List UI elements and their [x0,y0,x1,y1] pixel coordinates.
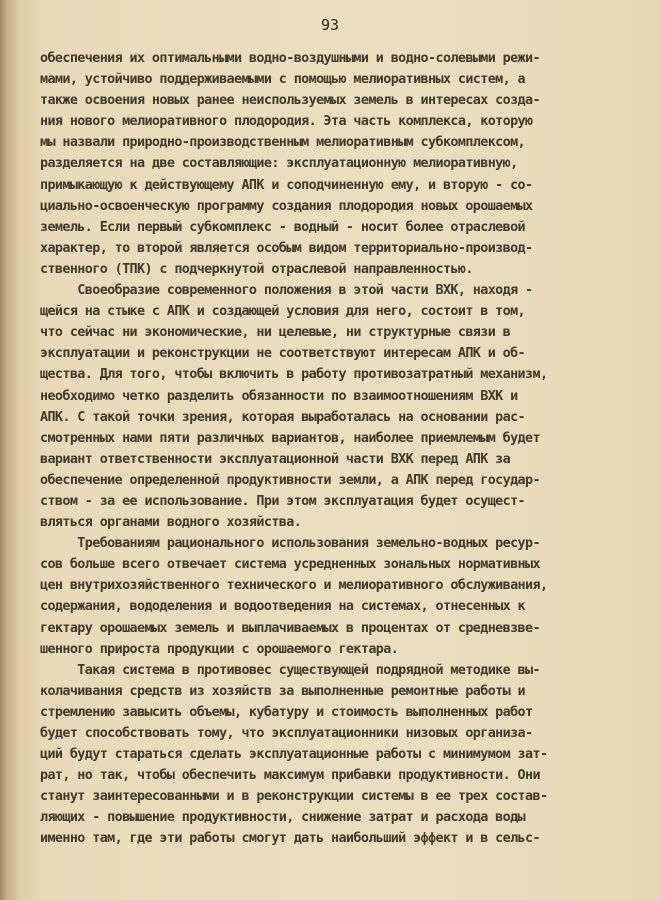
text-line: мами, устойчиво поддерживаемыми с помощью мелиоративных систем, а [40,72,526,88]
text-line: стремлению завысить объемы, кубатуру и стоимость выполненных работ [40,704,533,720]
text-line: ляющих - повышение продуктивности, снижение затрат и расхода воды [40,810,526,826]
text-line: щества. Для того, чтобы включить в работу противозатратный механизм, [40,367,548,383]
text-line: цен внутрихозяйственного технического и мелиоративного обслуживания, [40,578,548,594]
text-line: вляться органами водного хозяйства. [40,515,302,531]
text-line: что сейчас ни экономические, ни целевые, ни структурные связи в [40,325,511,341]
text-line: эксплуатации и реконструкции не соответствуют интересам АПК и об- [40,346,526,362]
text-line: Своеобразие современного положения в этой части ВХК, находя - [40,283,533,299]
page-number: 93 [320,16,340,34]
text-line: обеспечение определенной продуктивности земли, а АПК перед государ- [40,472,540,488]
text-line: Такая система в противовес существующей подрядной методике вы- [40,662,540,678]
text-line: рат, но так, чтобы обеспечить максимум прибавки продуктивности. Они [40,768,540,784]
text-line: мы назвали природно-производственным мелиоративным субкомплексом, [40,135,526,151]
text-line: Требованиям рационального использования земельно-водных ресур- [40,536,540,552]
text-line: вариант ответственности эксплуатационной части ВХК перед АПК за [40,451,511,467]
text-line: именно там, где эти работы смогут дать наибольший эффект и в сельс- [40,831,540,847]
text-line: ния нового мелиоративного плодородия. Эта часть комплекса, которую [40,114,533,130]
text-line: будет способствовать тому, что эксплуатационники низовых организа- [40,726,533,741]
text-line: необходимо четко разделить обязанности по взаимоотношениям ВХК и [40,388,518,404]
text-line: циально-освоенческую программу создания плодородия новых орошаемых [40,198,533,214]
text-line: ственного (ТПК) с подчеркнутой отраслевой направленностью. [40,261,473,277]
text-line: смотренных нами пяти различных вариантов, наиболее приемлемым будет [40,430,540,446]
text-line: сов больше всего отвечает система усредненных зональных нормативных [40,557,540,573]
text-line: характер, то второй является особым видом территориально-производ- [40,240,533,256]
text-line: шенного прироста продукции с орошаемого гектара. [40,641,399,657]
text-line: колачивания средств из хозяйств за выполненные ремонтные работы и [40,683,526,699]
text-line: щейся на стыке с АПК и создающей условия для него, состоит в том, [40,304,526,320]
text-line: гектару орошаемых земель и выплачиваемых в процентах от средневзве- [40,620,540,636]
text-line: содержания, вододеления и водоотведения на системах, отнесенных к [40,599,526,615]
text-line: АПК. С такой точки зрения, которая выработалась на основании рас- [40,409,526,425]
text-line: также освоения новых ранее неиспользуемых земель в интересах созда- [40,93,540,109]
text-line: ций будут стараться сделать эксплуатационные работы с минимумом зат- [40,747,548,763]
text-line: станут заинтересованными и в реконструкции системы в ее трех состав- [40,789,548,805]
body-text [40,48,640,850]
text-line: земель. Если первый субкомплекс - водный - носит более отраслевой [40,219,526,235]
text-line: ством - за ее использование. При этом эксплуатация будет осущест- [40,493,526,509]
text-line: разделяется на две составляющие: эксплуатационную мелиоративную, [40,156,518,172]
text-line: обеспечения их оптимальными водно-воздушными и водно-солевыми режи- [40,51,540,66]
text-line: примыкающую к действующему АПК и соподчиненную ему, и вторую - со- [40,177,533,193]
